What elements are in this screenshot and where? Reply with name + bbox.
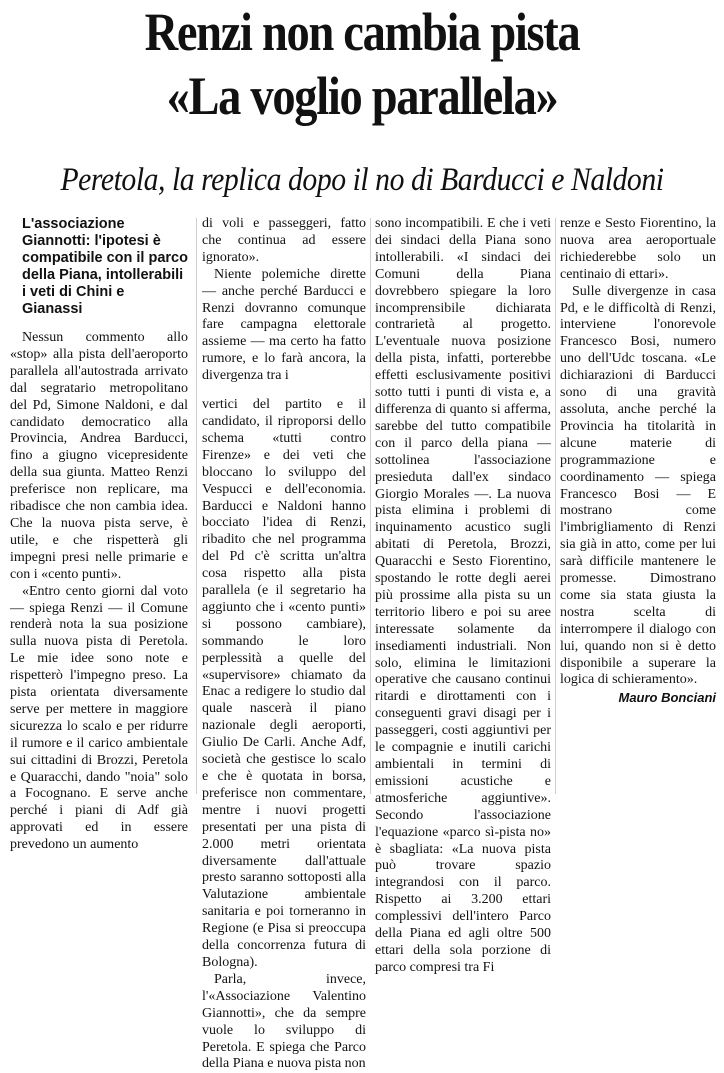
subtitle: Peretola, la replica dopo il no di Barducci e Naldoni [60, 162, 664, 198]
paragraph: «Entro cento giorni dal voto — spiega Renzi — il Comune renderà nota la sua posizione sulla nuova pista di Peretola. Le mie idee sono note e rispetterò l'impegno preso. La pista orientata diversamente serve per mettere in maggiore sicurezza lo scalo e per ridurre il rumore e il carico ambientale sui cittadini di Brozzi, Peretola e Quaracchi, dando "noia" solo a Focognano. E serve anche perché i piani di Adf già approvati ed in essere prevedono un aumento [10, 583, 188, 853]
paragraph: Nessun commento allo «stop» alla pista dell'aeroporto parallela all'autostrada arrivato dal segratario metropolitano del Pd, Simone Naldoni, e dal candidato democratico alla Provincia, Andrea Barducci, fino a giugno vicepresidente della sua giunta. Matteo Renzi preferisce non replicare, ma ribadisce che non cambia idea. Che la nuova pista serve, è utile, e che rispetterà gli impegni presi nelle primarie e con i «cento punti». [10, 330, 188, 582]
paragraph: Sulle divergenze in casa Pd, e le difficoltà di Renzi, interviene l'onorevole Francesco Bosi, numero uno dell'Udc toscana. «Le dichiarazioni di Barducci sono di una gravità assoluta, anche perché la Provincia ha titolarità in alcune materie di programmazione e coordinamento — spiega Francesco Bosi — E mostrano come l'imbrigliamento di Renzi sia già in atto, come per lui sarà difficile mantenere le promesse. Dimostrano come sia stata giusta la nostra scelta di interrompere il dialogo con lui, quando non si è detto disponibile a superare la logica di schieramento». [560, 283, 716, 688]
article-column-3 [375, 216, 551, 975]
column-rule [370, 218, 371, 794]
lead-summary: L'associazione Giannotti: l'ipotesi è compatibile con il parco della Piana, intollerabili i veti di Chini e Gianassi [22, 216, 188, 317]
author-byline: Mauro Bonciani [618, 690, 716, 706]
headline-line-2: «La voglio parallela» [166, 66, 558, 126]
article-column-1 [10, 216, 188, 853]
paragraph: Parla, invece, l'«Associazione Valentino Giannotti», che da sempre vuole lo sviluppo di Peretola. E spiega che Parco della Piana e nuova pista non [202, 971, 366, 1072]
article-column-4 [560, 216, 716, 796]
column-rule [555, 218, 556, 794]
paragraph: di voli e passeggeri, fatto che continua ad essere ignorato». [202, 216, 366, 265]
column-rule [196, 218, 197, 794]
paragraph: vertici del partito e il candidato, il riproporsi dello schema «tutti contro Firenze» e dei veti che bloccano lo sviluppo del Vespucci e dell'economia. Barducci e Naldoni hanno bocciato l'idea di Renzi, ribadito che nel programma del Pd c'è scritta un'altra cosa rispetto alla pista parallela (e il segretario ha aggiunto che i «cento punti» si possono cambiare), sommando le loro perplessità a quelle del «supervisore» chiamato da Enac a redigere lo studio dal quale nascerà il piano nazionale degli aeroporti, Giulio De Carli. Anche Adf, società che gestisce lo scalo e che è quotata in borsa, preferisce non commentare, mentre i nuovi progetti presentati per una pista di 2.000 metri orientata diversamente dall'attuale presto saranno sottoposti alla Valutazione ambientale sanitaria e poi torneranno in Regione (e Pisa si preoccupa della concorrenza futura di Bologna). [202, 397, 366, 970]
paragraph: renze e Sesto Fiorentino, la nuova area aeroportuale richiederebbe solo un centinaio di ettari». [560, 216, 716, 282]
paragraph: Niente polemiche dirette — anche perché Barducci e Renzi dovranno comunque fare campagna elettorale assieme — ma certo ha fatto rumore, e lo farà ancora, la divergenza tra i [202, 266, 366, 384]
headline-line-1: Renzi non cambia pista [144, 2, 580, 62]
paragraph: sono incompatibili. E che i veti dei sindaci della Piana sono intollerabili. «I sindaci dei Comuni della Piana dovrebbero spiegare la loro incomprensibile dichiarata contrarietà al progetto. L'eventuale nuova posizione della pista, infatti, porterebbe effetti esclusivamente positivi sotto tutti i punti di vista e, a differenza di quanto si afferma, sarebbe del tutto compatibile con il parco della piana — sottolinea l'associazione presieduta dall'ex sindaco Giorgio Morales —. La nuova pista elimina i problemi di inquinamento acustico sugli abitati di Peretola, Brozzi, Quaracchi e Sesto Fiorentino, spostando le rotte degli aerei più prossime alla pista su un territorio libero e poi su aree interessate solamente da insediamenti industriali. Non solo, elimina le limitazioni operative che causano continui ritardi e dirottamenti con i conseguenti gravi disagi per i passeggeri, costi aggiuntivi per le compagnie e inutili carichi ambientali in termini di emissioni acustiche e atmosferiche aggiuntive». Secondo l'associazione l'equazione «parco sì-pista no» è sbagliata: «La nuova pista può trovare spazio integrandosi con il parco. Rispetto ai 3.200 ettari complessivi dell'intero Parco della Piana ed agli oltre 500 ettari della sola porzione di parco compresi tra Fi [375, 216, 551, 975]
article-column-2 [202, 216, 366, 1072]
